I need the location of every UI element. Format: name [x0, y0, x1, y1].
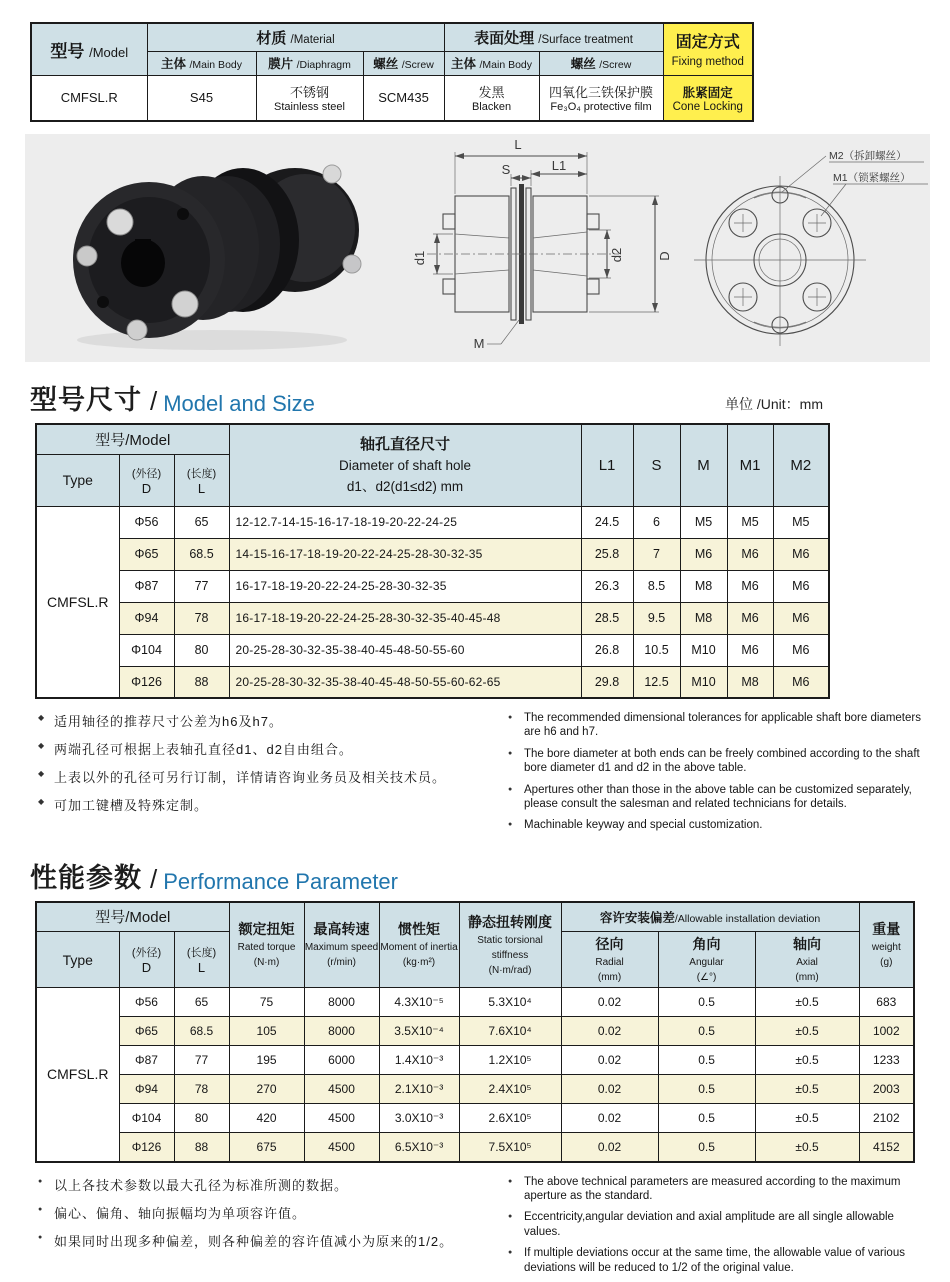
- perf-row: [36, 1046, 914, 1075]
- cell-torque: 75: [229, 988, 304, 1017]
- cell-l: 77: [174, 1046, 229, 1075]
- cell-m: M10: [680, 666, 727, 698]
- note-item: ● 如果同时出现多种偏差，则各种偏差的容许值减小为原来的1/2。: [38, 1231, 508, 1250]
- note-item: ● The bore diameter at both ends can be freely combined according to the shaft bore diameter d1 and d2 in the above table.: [508, 747, 933, 776]
- note-item: ● Eccentricity,angular deviation and axial amplitude are all single allowable values.: [508, 1210, 933, 1239]
- spec-subheader-screw: 螺丝 /Screw: [363, 51, 444, 75]
- cell-l1: 25.8: [581, 538, 633, 570]
- size-header-l: (长度) L: [174, 454, 229, 506]
- spec-model-value: CMFSL.R: [31, 75, 147, 121]
- size-row: [36, 666, 829, 698]
- dim-label-d1: d1: [411, 250, 427, 266]
- size-section-header: [30, 378, 823, 417]
- dim-label-M: M: [473, 336, 484, 351]
- size-title-separator: /: [150, 386, 158, 416]
- size-header-s: S: [633, 424, 680, 506]
- perf-header-inertia: 惯性矩 Moment of inertia (kg·m²): [379, 902, 459, 988]
- spec-header-material: 材质 /Material: [147, 23, 444, 51]
- size-notes-en: [508, 711, 933, 840]
- cell-m1: M6: [727, 602, 773, 634]
- size-title-zh: 型号尺寸: [30, 385, 142, 415]
- cell-d: Φ56: [119, 988, 174, 1017]
- cell-l: 68.5: [174, 1017, 229, 1046]
- cell-speed: 4500: [304, 1104, 379, 1133]
- spec-subheader-surface-main-body: 主体 /Main Body: [444, 51, 539, 75]
- cell-m2: M6: [773, 538, 829, 570]
- cell-weight: 1002: [859, 1017, 914, 1046]
- cell-bores: 16-17-18-19-20-22-24-25-28-30-32-35: [229, 570, 581, 602]
- cell-angular: 0.5: [658, 988, 755, 1017]
- cell-bores: 20-25-28-30-32-35-38-40-45-48-50-55-60-62-65: [229, 666, 581, 698]
- size-header-l1: L1: [581, 424, 633, 506]
- cell-speed: 8000: [304, 1017, 379, 1046]
- cell-l: 80: [174, 1104, 229, 1133]
- cell-m: M5: [680, 506, 727, 538]
- perf-row: [36, 1075, 914, 1104]
- cell-radial: 0.02: [561, 1133, 658, 1162]
- perf-title-zh: 性能参数: [30, 862, 142, 893]
- cell-inertia: 3.5X10⁻⁴: [379, 1017, 459, 1046]
- unit-label: 单位 /Unit：mm: [725, 396, 823, 412]
- note-item: ● Machinable keyway and special customization.: [508, 818, 933, 832]
- dim-label-S: S: [501, 162, 510, 177]
- cell-m2: M6: [773, 634, 829, 666]
- spec-diaphragm-value: 不锈钢 Stainless steel: [256, 75, 363, 121]
- perf-header-angular: 角向 Angular (∠°): [658, 932, 755, 988]
- cell-radial: 0.02: [561, 988, 658, 1017]
- product-images: [25, 134, 930, 362]
- perf-notes-zh: [38, 1175, 508, 1282]
- cell-l1: 26.8: [581, 634, 633, 666]
- cell-speed: 8000: [304, 988, 379, 1017]
- perf-type-value: CMFSL.R: [36, 988, 119, 1162]
- cell-angular: 0.5: [658, 1133, 755, 1162]
- spec-subheader-surface-screw: 螺丝 /Screw: [539, 51, 663, 75]
- cell-l: 65: [174, 988, 229, 1017]
- size-header-m2: M2: [773, 424, 829, 506]
- perf-title-en: Performance Parameter: [163, 868, 398, 894]
- cell-l: 65: [174, 506, 229, 538]
- perf-title-separator: /: [150, 863, 158, 894]
- cell-l: 88: [174, 666, 229, 698]
- cell-weight: 2102: [859, 1104, 914, 1133]
- cell-s: 9.5: [633, 602, 680, 634]
- perf-header-speed: 最高转速 Maximum speed (r/min): [304, 902, 379, 988]
- size-header-m1: M1: [727, 424, 773, 506]
- spec-main-body-value: S45: [147, 75, 256, 121]
- cell-bores: 12-12.7-14-15-16-17-18-19-20-22-24-25: [229, 506, 581, 538]
- perf-notes-en: [508, 1175, 933, 1282]
- perf-header-radial: 径向 Radial (mm): [561, 932, 658, 988]
- cell-d: Φ65: [119, 538, 174, 570]
- cell-weight: 4152: [859, 1133, 914, 1162]
- spec-header-fixing: 固定方式 Fixing method: [663, 23, 753, 75]
- perf-header-weight: 重量 weight (g): [859, 902, 914, 988]
- cell-stiffness: 5.3X10⁴: [459, 988, 561, 1017]
- cell-inertia: 6.5X10⁻³: [379, 1133, 459, 1162]
- perf-row: [36, 1017, 914, 1046]
- perf-header-stiffness: 静态扭转刚度 Static torsional stiffness (N·m/rad): [459, 902, 561, 988]
- note-item: ◆ 适用轴径的推荐尺寸公差为h6及h7。: [38, 711, 508, 730]
- cell-torque: 675: [229, 1133, 304, 1162]
- cell-torque: 270: [229, 1075, 304, 1104]
- size-row: [36, 602, 829, 634]
- cell-axial: ±0.5: [755, 1133, 859, 1162]
- size-row: [36, 538, 829, 570]
- cell-d: Φ87: [119, 1046, 174, 1075]
- cell-l: 78: [174, 602, 229, 634]
- note-item: ● The recommended dimensional tolerances for applicable shaft bore diameters are h6 and h7.: [508, 711, 933, 740]
- cell-angular: 0.5: [658, 1017, 755, 1046]
- spec-table: [30, 22, 754, 122]
- cell-stiffness: 2.6X10⁵: [459, 1104, 561, 1133]
- cell-axial: ±0.5: [755, 1075, 859, 1104]
- cell-angular: 0.5: [658, 1046, 755, 1075]
- cell-m: M8: [680, 602, 727, 634]
- size-type-value: CMFSL.R: [36, 506, 119, 698]
- cell-radial: 0.02: [561, 1046, 658, 1075]
- size-header-m: M: [680, 424, 727, 506]
- size-title-en: Model and Size: [163, 391, 315, 416]
- cell-axial: ±0.5: [755, 1104, 859, 1133]
- note-item: ● If multiple deviations occur at the same time, the allowable value of various deviations will be reduced to 1/2 of the original value.: [508, 1246, 933, 1275]
- cell-inertia: 1.4X10⁻³: [379, 1046, 459, 1075]
- cell-m: M8: [680, 570, 727, 602]
- cell-axial: ±0.5: [755, 988, 859, 1017]
- cell-m: M6: [680, 538, 727, 570]
- cell-radial: 0.02: [561, 1017, 658, 1046]
- model-size-table: [35, 423, 830, 699]
- cell-speed: 6000: [304, 1046, 379, 1075]
- front-label-m1: M1（锁紧螺丝）: [833, 172, 911, 184]
- cell-inertia: 3.0X10⁻³: [379, 1104, 459, 1133]
- cell-speed: 4500: [304, 1075, 379, 1104]
- perf-notes: [38, 1175, 943, 1282]
- cell-radial: 0.02: [561, 1104, 658, 1133]
- front-view-drawing: [688, 134, 928, 362]
- cell-l1: 28.5: [581, 602, 633, 634]
- cell-m1: M6: [727, 570, 773, 602]
- spec-subheader-main-body: 主体 /Main Body: [147, 51, 256, 75]
- cell-d: Φ94: [119, 602, 174, 634]
- spec-data-row: [31, 75, 753, 121]
- note-item: ◆ 两端孔径可根据上表轴孔直径d1、d2自由组合。: [38, 739, 508, 758]
- cell-d: Φ65: [119, 1017, 174, 1046]
- cell-m2: M6: [773, 666, 829, 698]
- dim-label-L1: L1: [551, 158, 566, 173]
- spec-header-surface: 表面处理 /Surface treatment: [444, 23, 663, 51]
- size-header-shaft-hole: 轴孔直径尺寸 Diameter of shaft hole d1、d2(d1≤d2) mm: [229, 424, 581, 506]
- spec-screw-value: SCM435: [363, 75, 444, 121]
- cell-stiffness: 2.4X10⁵: [459, 1075, 561, 1104]
- perf-header-axial: 轴向 Axial (mm): [755, 932, 859, 988]
- perf-row: [36, 1133, 914, 1162]
- cell-d: Φ104: [119, 1104, 174, 1133]
- perf-row: [36, 1104, 914, 1133]
- dim-label-L: L: [513, 137, 522, 152]
- cell-s: 8.5: [633, 570, 680, 602]
- spec-fixing-value: 胀紧固定 Cone Locking: [663, 75, 753, 121]
- cell-m1: M6: [727, 538, 773, 570]
- size-notes-zh: [38, 711, 508, 840]
- cell-m1: M5: [727, 506, 773, 538]
- cell-angular: 0.5: [658, 1104, 755, 1133]
- cell-bores: 14-15-16-17-18-19-20-22-24-25-28-30-32-35: [229, 538, 581, 570]
- cell-inertia: 2.1X10⁻³: [379, 1075, 459, 1104]
- performance-table: [35, 901, 915, 1163]
- dim-label-d2: d2: [608, 247, 624, 263]
- cell-m: M10: [680, 634, 727, 666]
- cell-axial: ±0.5: [755, 1046, 859, 1075]
- cell-l1: 26.3: [581, 570, 633, 602]
- cell-stiffness: 1.2X10⁵: [459, 1046, 561, 1075]
- size-header-type: Type: [36, 454, 119, 506]
- cell-inertia: 4.3X10⁻⁵: [379, 988, 459, 1017]
- dim-label-D: D: [656, 251, 672, 261]
- product-photo: [27, 134, 407, 362]
- cell-torque: 105: [229, 1017, 304, 1046]
- cell-weight: 683: [859, 988, 914, 1017]
- perf-header-d: (外径) D: [119, 932, 174, 988]
- cell-stiffness: 7.5X10⁵: [459, 1133, 561, 1162]
- size-row: [36, 570, 829, 602]
- cell-l: 77: [174, 570, 229, 602]
- cell-d: Φ126: [119, 1133, 174, 1162]
- cell-l: 88: [174, 1133, 229, 1162]
- cell-d: Φ87: [119, 570, 174, 602]
- cell-angular: 0.5: [658, 1075, 755, 1104]
- cell-speed: 4500: [304, 1133, 379, 1162]
- note-item: ◆ 可加工键槽及特殊定制。: [38, 795, 508, 814]
- spec-surface-main-value: 发黑 Blacken: [444, 75, 539, 121]
- size-header-row-1: [36, 424, 829, 454]
- cell-m2: M5: [773, 506, 829, 538]
- note-item: ● 以上各技术参数以最大孔径为标准所测的数据。: [38, 1175, 508, 1194]
- perf-row: [36, 988, 914, 1017]
- cell-l: 68.5: [174, 538, 229, 570]
- cell-radial: 0.02: [561, 1075, 658, 1104]
- cell-d: Φ94: [119, 1075, 174, 1104]
- cell-l: 78: [174, 1075, 229, 1104]
- note-item: ◆ 上表以外的孔径可另行订制，详情请咨询业务员及相关技术员。: [38, 767, 508, 786]
- cell-stiffness: 7.6X10⁴: [459, 1017, 561, 1046]
- cell-weight: 2003: [859, 1075, 914, 1104]
- perf-section-header: [30, 856, 908, 895]
- front-label-m2: M2（拆卸螺丝）: [829, 150, 907, 162]
- cell-l1: 29.8: [581, 666, 633, 698]
- cell-l1: 24.5: [581, 506, 633, 538]
- size-row: [36, 506, 829, 538]
- cell-s: 10.5: [633, 634, 680, 666]
- cell-s: 7: [633, 538, 680, 570]
- perf-header-deviation-group: 容许安装偏差/Allowable installation deviation: [561, 902, 859, 932]
- spec-header-model: 型号 /Model: [31, 23, 147, 75]
- spec-subheader-diaphragm: 膜片 /Diaphragm: [256, 51, 363, 75]
- cell-axial: ±0.5: [755, 1017, 859, 1046]
- size-row: [36, 634, 829, 666]
- cell-torque: 420: [229, 1104, 304, 1133]
- spec-header-row-1: [31, 23, 753, 51]
- spec-surface-screw-value: 四氧化三铁保护膜 Fe₃O₄ protective film: [539, 75, 663, 121]
- perf-header-type: Type: [36, 932, 119, 988]
- cell-m1: M6: [727, 634, 773, 666]
- side-view-drawing: [409, 134, 687, 362]
- cell-d: Φ56: [119, 506, 174, 538]
- cell-m1: M8: [727, 666, 773, 698]
- perf-header-row-1: [36, 902, 914, 932]
- cell-m2: M6: [773, 570, 829, 602]
- cell-s: 12.5: [633, 666, 680, 698]
- cell-s: 6: [633, 506, 680, 538]
- perf-header-model-group: 型号/Model: [36, 902, 229, 932]
- cell-m2: M6: [773, 602, 829, 634]
- perf-header-torque: 额定扭矩 Rated torque (N·m): [229, 902, 304, 988]
- cell-l: 80: [174, 634, 229, 666]
- cell-d: Φ104: [119, 634, 174, 666]
- note-item: ● 偏心、偏角、轴向振幅均为单项容许值。: [38, 1203, 508, 1222]
- size-notes: [38, 711, 943, 840]
- size-header-model-group: 型号/Model: [36, 424, 229, 454]
- cell-weight: 1233: [859, 1046, 914, 1075]
- note-item: ● Apertures other than those in the above table can be customized separately, please consult the salesman and related technicians for details.: [508, 783, 933, 812]
- perf-header-l: (长度) L: [174, 932, 229, 988]
- cell-bores: 20-25-28-30-32-35-38-40-45-48-50-55-60: [229, 634, 581, 666]
- cell-bores: 16-17-18-19-20-22-24-25-28-30-32-35-40-45-48: [229, 602, 581, 634]
- note-item: ● The above technical parameters are measured according to the maximum aperture as the standard.: [508, 1175, 933, 1204]
- cell-torque: 195: [229, 1046, 304, 1075]
- size-header-d: (外径) D: [119, 454, 174, 506]
- cell-d: Φ126: [119, 666, 174, 698]
